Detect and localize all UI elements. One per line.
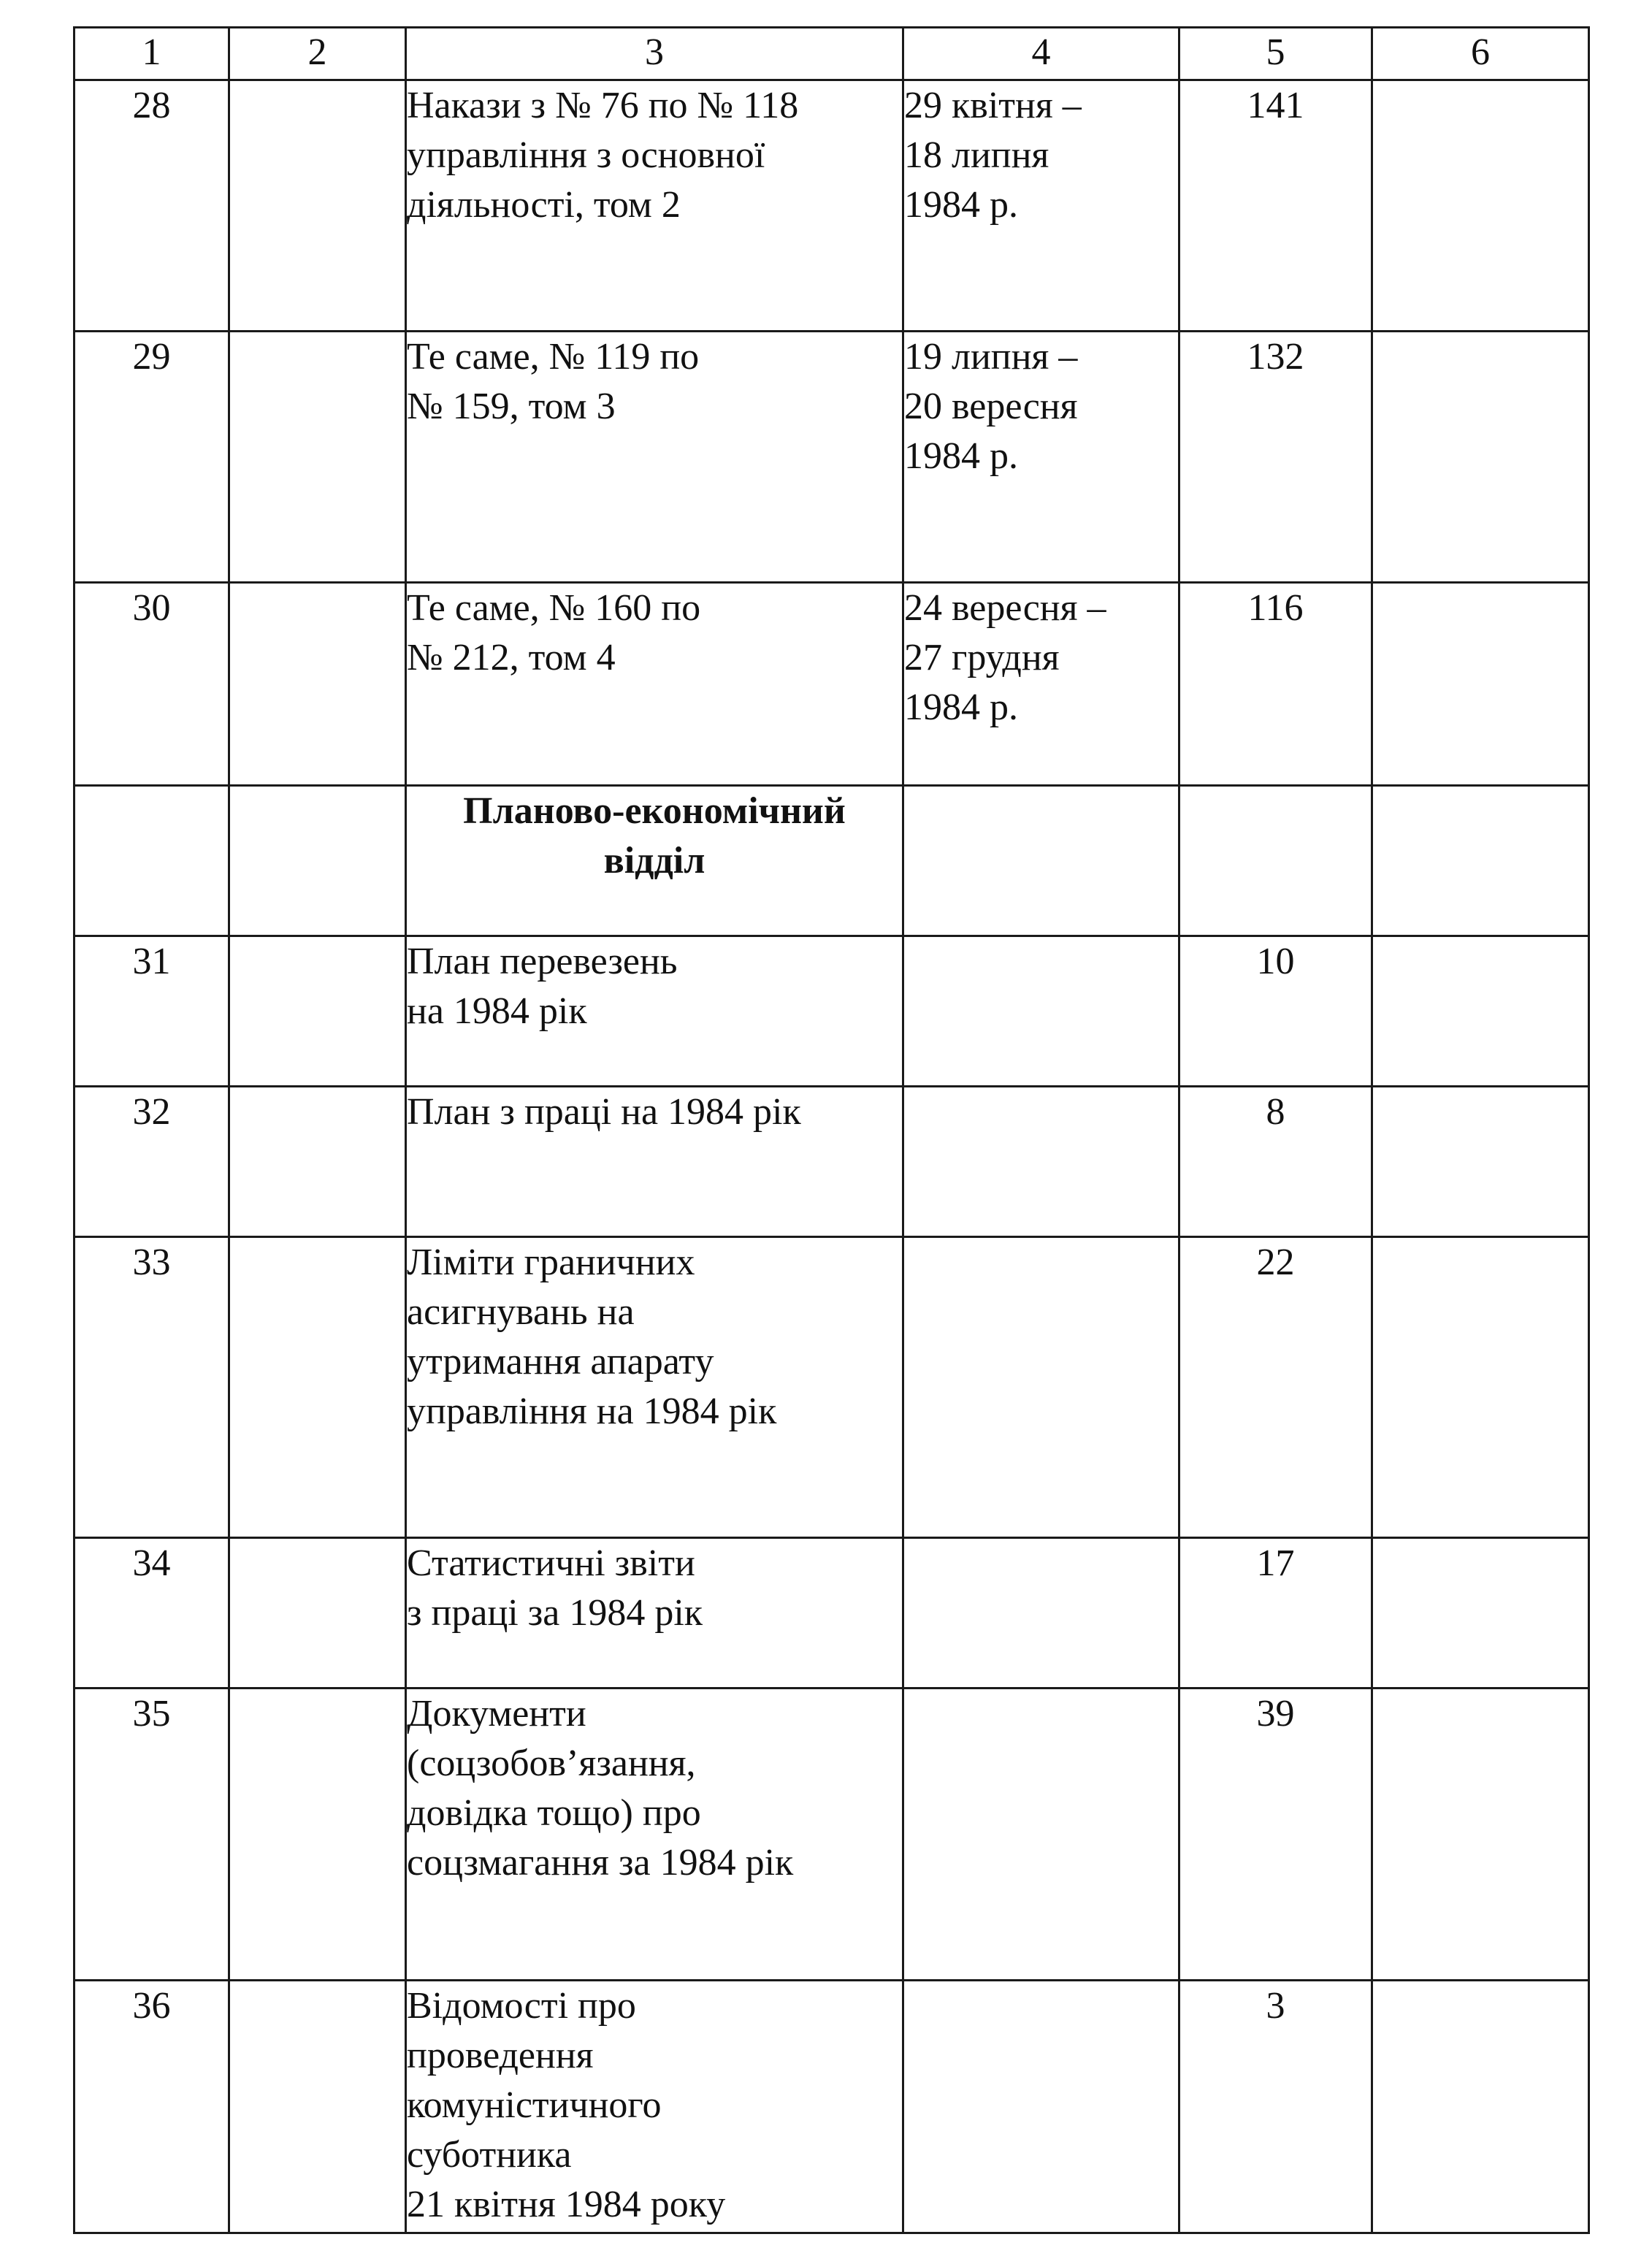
dates-line: 29 квітня –	[904, 85, 1082, 126]
dates-cell	[903, 936, 1179, 1087]
title-cell	[406, 583, 903, 786]
title-cell	[406, 1237, 903, 1538]
table-row	[74, 936, 1589, 1087]
title-line: утримання апарату	[407, 1341, 714, 1383]
sheets-cell: 22	[1179, 1237, 1372, 1538]
title-line: суботника	[407, 2134, 572, 2176]
title-cell	[406, 936, 903, 1087]
dates-cell	[903, 583, 1179, 786]
row-number-cell	[74, 786, 229, 936]
dates-line: 24 вересня –	[904, 587, 1106, 629]
title-line: відділ	[603, 840, 705, 881]
title-line: Відомості про	[407, 1985, 636, 2027]
notes-cell	[1372, 786, 1589, 936]
table-row	[74, 332, 1589, 583]
dates-line: 1984 р.	[904, 184, 1018, 226]
sheets-cell: 116	[1179, 583, 1372, 786]
title-line: № 159, том 3	[407, 386, 616, 427]
title-line: План з праці на 1984 рік	[407, 1091, 801, 1133]
dates-line: 18 липня	[904, 134, 1049, 176]
dates-line: 19 липня –	[904, 336, 1078, 378]
title-cell	[406, 332, 903, 583]
dates-cell	[903, 1087, 1179, 1237]
row-number-cell: 28	[74, 80, 229, 332]
index-cell	[229, 80, 406, 332]
sheets-cell: 10	[1179, 936, 1372, 1087]
index-cell	[229, 1237, 406, 1538]
index-cell	[229, 1689, 406, 1981]
index-cell	[229, 1538, 406, 1689]
title-line: Те саме, № 119 по	[407, 336, 700, 378]
index-cell	[229, 1087, 406, 1237]
row-number-cell: 33	[74, 1237, 229, 1538]
title-line: діяльності, том 2	[407, 184, 681, 226]
title-cell	[406, 1981, 903, 2233]
table-row	[74, 1237, 1589, 1538]
title-line: Документи	[407, 1693, 586, 1735]
notes-cell	[1372, 332, 1589, 583]
title-line: Ліміти граничних	[407, 1242, 695, 1283]
title-cell	[406, 1689, 903, 1981]
dates-cell	[903, 1237, 1179, 1538]
title-line: довідка тощо) про	[407, 1792, 701, 1834]
column-number-row	[74, 28, 1589, 80]
sheets-cell: 3	[1179, 1981, 1372, 2233]
title-cell	[406, 1538, 903, 1689]
title-line: комуністичного	[407, 2084, 662, 2126]
notes-cell	[1372, 1538, 1589, 1689]
column-number: 3	[406, 28, 903, 80]
dates-line: 20 вересня	[904, 386, 1078, 427]
dates-cell	[903, 1981, 1179, 2233]
table-row	[74, 80, 1589, 332]
sheets-cell: 39	[1179, 1689, 1372, 1981]
notes-cell	[1372, 936, 1589, 1087]
row-number-cell: 30	[74, 583, 229, 786]
notes-cell	[1372, 1087, 1589, 1237]
title-line: Накази з № 76 по № 118	[407, 85, 799, 126]
dates-cell	[903, 80, 1179, 332]
dates-cell	[903, 1689, 1179, 1981]
column-number: 1	[74, 28, 229, 80]
row-number-cell: 36	[74, 1981, 229, 2233]
sheets-cell: 17	[1179, 1538, 1372, 1689]
sheets-cell: 141	[1179, 80, 1372, 332]
title-line: Статистичні звіти	[407, 1542, 695, 1584]
row-number-cell: 32	[74, 1087, 229, 1237]
dates-cell	[903, 332, 1179, 583]
column-number: 4	[903, 28, 1179, 80]
title-line: з праці за 1984 рік	[407, 1592, 703, 1634]
row-number-cell: 35	[74, 1689, 229, 1981]
notes-cell	[1372, 1689, 1589, 1981]
title-line: План перевезень	[407, 941, 678, 982]
section-heading-cell	[406, 786, 903, 936]
column-number: 6	[1372, 28, 1589, 80]
notes-cell	[1372, 80, 1589, 332]
row-number-cell: 34	[74, 1538, 229, 1689]
table-row	[74, 1087, 1589, 1237]
title-line: управління з основної	[407, 134, 765, 176]
index-cell	[229, 332, 406, 583]
title-line: Планово-економічний	[463, 790, 846, 832]
title-line: № 212, том 4	[407, 637, 616, 678]
sheets-cell	[1179, 786, 1372, 936]
row-number-cell: 29	[74, 332, 229, 583]
row-number-cell: 31	[74, 936, 229, 1087]
dates-line: 27 грудня	[904, 637, 1060, 678]
title-line: соцзмагання за 1984 рік	[407, 1842, 794, 1884]
inventory-table-body	[74, 28, 1589, 2233]
index-cell	[229, 583, 406, 786]
column-number: 2	[229, 28, 406, 80]
title-line: 21 квітня 1984 року	[407, 2184, 726, 2225]
table-row	[74, 583, 1589, 786]
title-line: проведення	[407, 2035, 594, 2076]
title-line: Те саме, № 160 по	[407, 587, 701, 629]
table-row	[74, 1538, 1589, 1689]
index-cell	[229, 786, 406, 936]
dates-cell	[903, 1538, 1179, 1689]
title-cell	[406, 1087, 903, 1237]
title-line: на 1984 рік	[407, 990, 587, 1032]
index-cell	[229, 936, 406, 1087]
column-number: 5	[1179, 28, 1372, 80]
title-line: управління на 1984 рік	[407, 1391, 777, 1432]
sheets-cell: 132	[1179, 332, 1372, 583]
sheets-cell: 8	[1179, 1087, 1372, 1237]
title-line: асигнувань на	[407, 1291, 635, 1333]
title-cell	[406, 80, 903, 332]
dates-cell	[903, 786, 1179, 936]
section-row	[74, 786, 1589, 936]
notes-cell	[1372, 1237, 1589, 1538]
table-row	[74, 1689, 1589, 1981]
inventory-table	[73, 26, 1590, 2234]
table-row	[74, 1981, 1589, 2233]
index-cell	[229, 1981, 406, 2233]
notes-cell	[1372, 583, 1589, 786]
title-line: (соцзобов’язання,	[407, 1743, 696, 1784]
notes-cell	[1372, 1981, 1589, 2233]
dates-line: 1984 р.	[904, 687, 1018, 728]
dates-line: 1984 р.	[904, 435, 1018, 477]
